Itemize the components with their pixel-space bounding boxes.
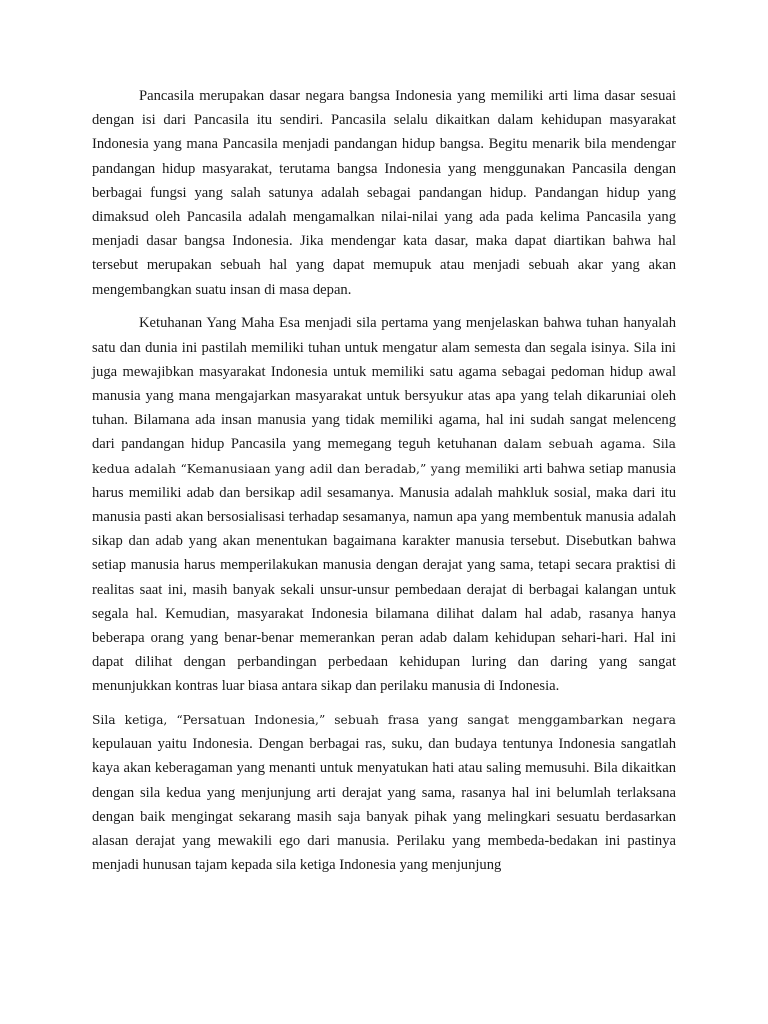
paragraph-text-segment-alt-font: Sila ketiga, “Persatuan Indonesia,” sebuah frasa yang sangat menggambarkan negara: [92, 713, 676, 728]
paragraph-text-segment: Ketuhanan Yang Maha Esa menjadi sila pertama yang menjelaskan bahwa tuhan hanyalah satu dan dunia ini pastilah memiliki tuhan untuk mengatur alam semesta dan segala isinya. Sila ini juga mewajibkan masyarakat Indonesia untuk memiliki satu agama sebagai pedoman hidup awal manusia yang mana mengajarkan masyarakat untuk bersyukur atas apa yang telah dikaruniai oleh tuhan. Bilamana ada insan manusia yang tidak memiliki agama, hal ini sudah sangat melenceng dari pandangan hidup Pancasila yang memegang teguh ketuhanan: [92, 315, 676, 453]
paragraph-sila-pertama-kedua: [92, 311, 676, 698]
paragraph-text-segment: arti bahwa setiap manusia harus memiliki adab dan bersikap adil sesamanya. Manusia adalah mahkluk sosial, maka dari itu manusia pasti akan bersosialisasi terhadap sesamanya, namun apa yang membentuk manusia adalah sikap dan adab yang akan menentukan bagaimana karakter manusia tersebut. Disebutkan bahwa setiap manusia harus memperilakukan manusia dengan derajat yang sama, tetapi secara praktisi di realitas saat ini, masih banyak sekali unsur-unsur pembedaan derajat di berbagai kalangan untuk segala hal. Kemudian, masyarakat Indonesia bilamana dilihat dalam hal adab, rasanya hanya beberapa orang yang benar-benar memerankan peran adab dalam kehidupan sehari-hari. Hal ini dapat dilihat dengan perbandingan perbedaan kehidupan luring dan daring yang sangat menunjukkan kontras luar biasa antara sikap dan perilaku manusia di Indonesia.: [92, 460, 676, 695]
paragraph-text-segment: kepulauan yaitu Indonesia. Dengan berbagai ras, suku, dan budaya tentunya Indonesia sangatlah kaya akan keberagaman yang menanti untuk menyatukan hati atau saling memusuhi. Bila dikaitkan dengan sila kedua yang menjunjung arti derajat yang sama, rasanya hal ini belumlah terlaksana dengan baik mengingat sekarang masih saja banyak pihak yang melingkari sesuatu berdasarkan alasan derajat yang mewakili ego dari manusia. Perilaku yang membeda-bedakan ini pastinya menjadi hunusan tajam kepada sila ketiga Indonesia yang menjunjung: [92, 736, 676, 874]
paragraph-sila-ketiga: [92, 708, 676, 877]
paragraph-text-segment-alt-font: dalam sebuah agama. Sila kedua adalah “Kemanusiaan yang adil dan beradab,” yang memiliki: [92, 437, 676, 476]
paragraph-pancasila-intro: Pancasila merupakan dasar negara bangsa Indonesia yang memiliki arti lima dasar sesuai dengan isi dari Pancasila itu sendiri. Pancasila selalu dikaitkan dalam kehidupan masyarakat Indonesia yang mana Pancasila menjadi pandangan hidup bangsa. Begitu menarik bila mendengar pandangan hidup masyarakat, terutama bangsa Indonesia yang menggunakan Pancasila dengan berbagai fungsi yang salah satunya adalah sebagai pandangan hidup. Pandangan hidup yang dimaksud oleh Pancasila adalah mengamalkan nilai-nilai yang ada pada kelima Pancasila yang menjadi dasar bangsa Indonesia. Jika mendengar kata dasar, maka dapat diartikan bahwa hal tersebut merupakan sebuah hal yang dapat memupuk atau menjadi sebuah akar yang akan mengembangkan suatu insan di masa depan.: [92, 88, 676, 298]
document-page: [92, 84, 676, 887]
